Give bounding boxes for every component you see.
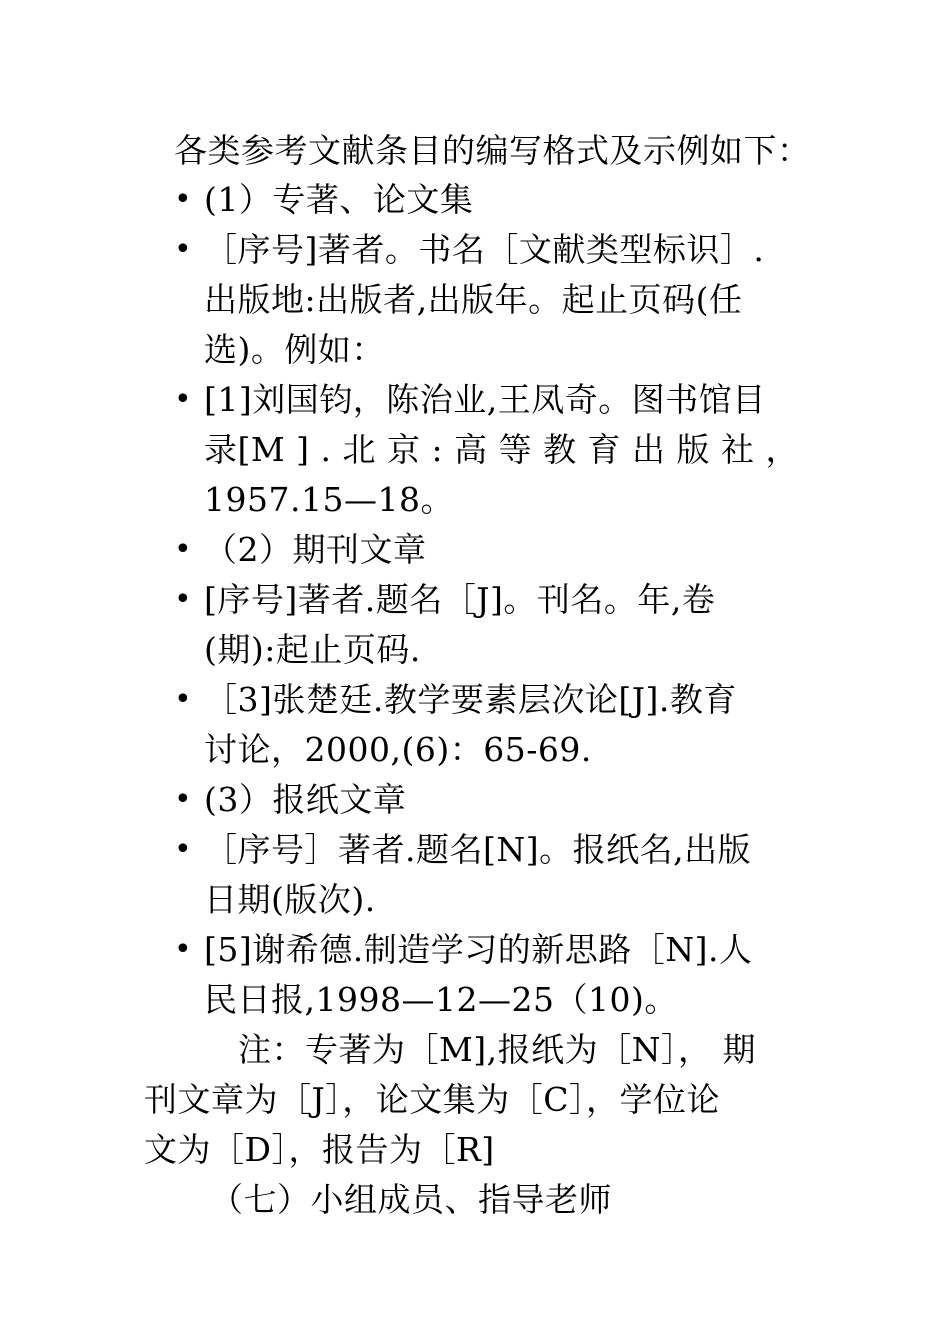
bullet-icon: •	[174, 582, 192, 617]
bullet-icon: •	[174, 932, 192, 967]
bullet-icon: •	[174, 782, 192, 817]
list-item-line: 民日报,1998—12—25（10)。	[204, 980, 678, 1019]
bullet-icon: •	[174, 532, 192, 567]
list-item-line: [5]谢希德.制造学习的新思路［N].人	[204, 930, 753, 969]
list-item-line: (期):起止页码.	[204, 630, 421, 669]
list-item-line: ［序号］著者.题名[N]。报纸名,出版	[204, 830, 752, 869]
list-item-line: [序号]著者.题名［J]。刊名。年,卷	[204, 580, 716, 619]
bullet-icon: •	[174, 382, 192, 417]
list-item-line: ［3]张楚廷.教学要素层次论[J].教育	[204, 680, 737, 719]
list-item-line: 选)。例如：	[204, 330, 385, 369]
note-line: 文为［D］，报告为［R]	[144, 1130, 495, 1169]
bullet-icon: •	[174, 232, 192, 267]
list-item-line: [1]刘国钧，陈治业,王凤奇。图书馆目	[204, 380, 766, 419]
list-item-line: 出版地:出版者,出版年。起止页码(任	[204, 280, 743, 319]
note-line: 刊文章为［J］，论文集为［C］，学位论	[144, 1080, 720, 1119]
list-item-line: (1）专著、论文集	[204, 180, 474, 219]
section-heading: （七）小组成员、指导老师	[210, 1180, 612, 1219]
intro-line: 各类参考文献条目的编写格式及示例如下：	[174, 131, 811, 170]
list-item-line: 日期(版次).	[204, 880, 376, 919]
list-item-line: 讨论，2000,(6)：65-69.	[204, 730, 592, 769]
bullet-icon: •	[174, 182, 192, 217]
note-line: 注：专著为［M],报纸为［N］， 期	[238, 1030, 757, 1069]
bullet-icon: •	[174, 682, 192, 717]
list-item-line: (3）报纸文章	[204, 780, 407, 819]
list-item-line: ［序号]著者。书名［文献类型标识］.	[204, 230, 765, 269]
list-item-line: 1957.15—18。	[204, 480, 454, 519]
list-item-line: 录[M ] . 北 京 : 高 等 教 育 出 版 社 ，	[204, 430, 800, 469]
list-item-line: （2）期刊文章	[204, 530, 427, 569]
bullet-icon: •	[174, 832, 192, 867]
